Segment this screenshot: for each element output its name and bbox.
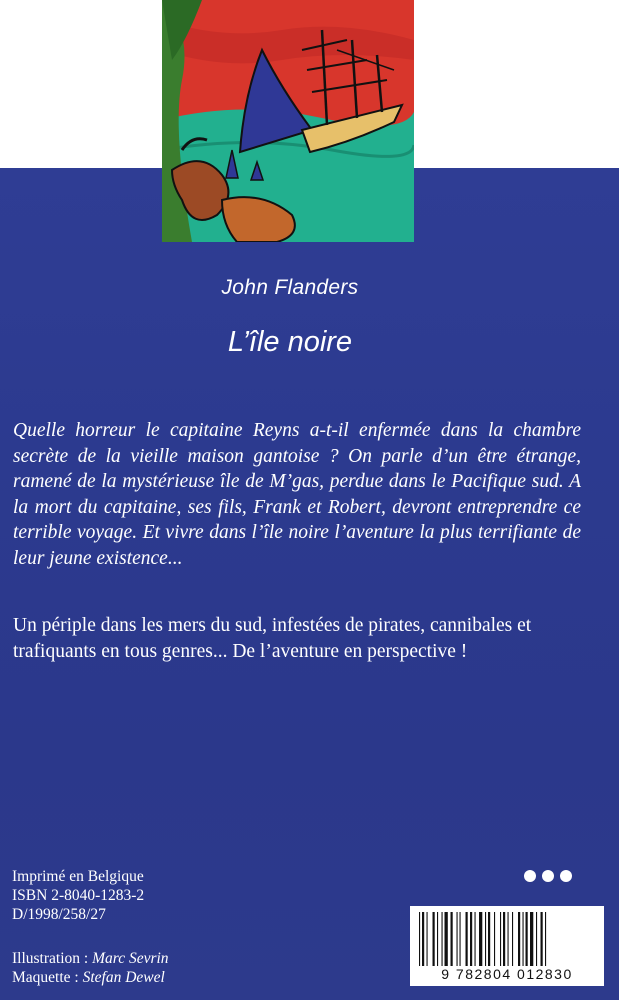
- illustration-label: Illustration :: [12, 950, 89, 967]
- barcode: [410, 906, 604, 986]
- book-title: L’île noire: [227, 326, 353, 358]
- legal-deposit: D/1998/258/27: [12, 906, 106, 923]
- credits: [12, 949, 169, 987]
- pitch-paragraph: Un périple dans les mers du sud, infestées de pirates, cannibales et trafiquants en tous genres... De l’aventure en perspective !: [13, 615, 532, 662]
- designer-name: Stefan Dewel: [82, 969, 165, 986]
- blurb-paragraph: Quelle horreur le capitaine Reyns a-t-il enfermée dans la chambre secrète de la vieille maison gantoise ? On parle d’un être étrange, ramené de la mystérieuse île de M’gas, perdue dans le Pacifique sud. A la mort du capitaine, ses fils, Frank et Robert, devront entreprendre ce terrible voyage. Et vivre dans l’île noire l’aventure la plus terrifiante de leur jeune existence...: [13, 420, 581, 569]
- layout-label: Maquette :: [12, 969, 79, 986]
- author-name: John Flanders: [221, 276, 359, 299]
- barcode-number: 9 782804 012830: [441, 966, 573, 982]
- barcode-bars: [418, 912, 596, 966]
- dot-icon: [560, 870, 572, 882]
- print-info: [12, 867, 144, 924]
- illustrator-name: Marc Sevrin: [92, 950, 169, 967]
- layout-credit: [12, 968, 169, 987]
- ship-illustration: [162, 0, 414, 242]
- series-dots: [524, 870, 576, 884]
- dot-icon: [542, 870, 554, 882]
- cover-illustration: [162, 0, 414, 242]
- illustration-credit: [12, 949, 169, 968]
- printed-country: Imprimé en Belgique: [12, 868, 144, 885]
- dot-icon: [524, 870, 536, 882]
- isbn: ISBN 2-8040-1283-2: [12, 887, 145, 904]
